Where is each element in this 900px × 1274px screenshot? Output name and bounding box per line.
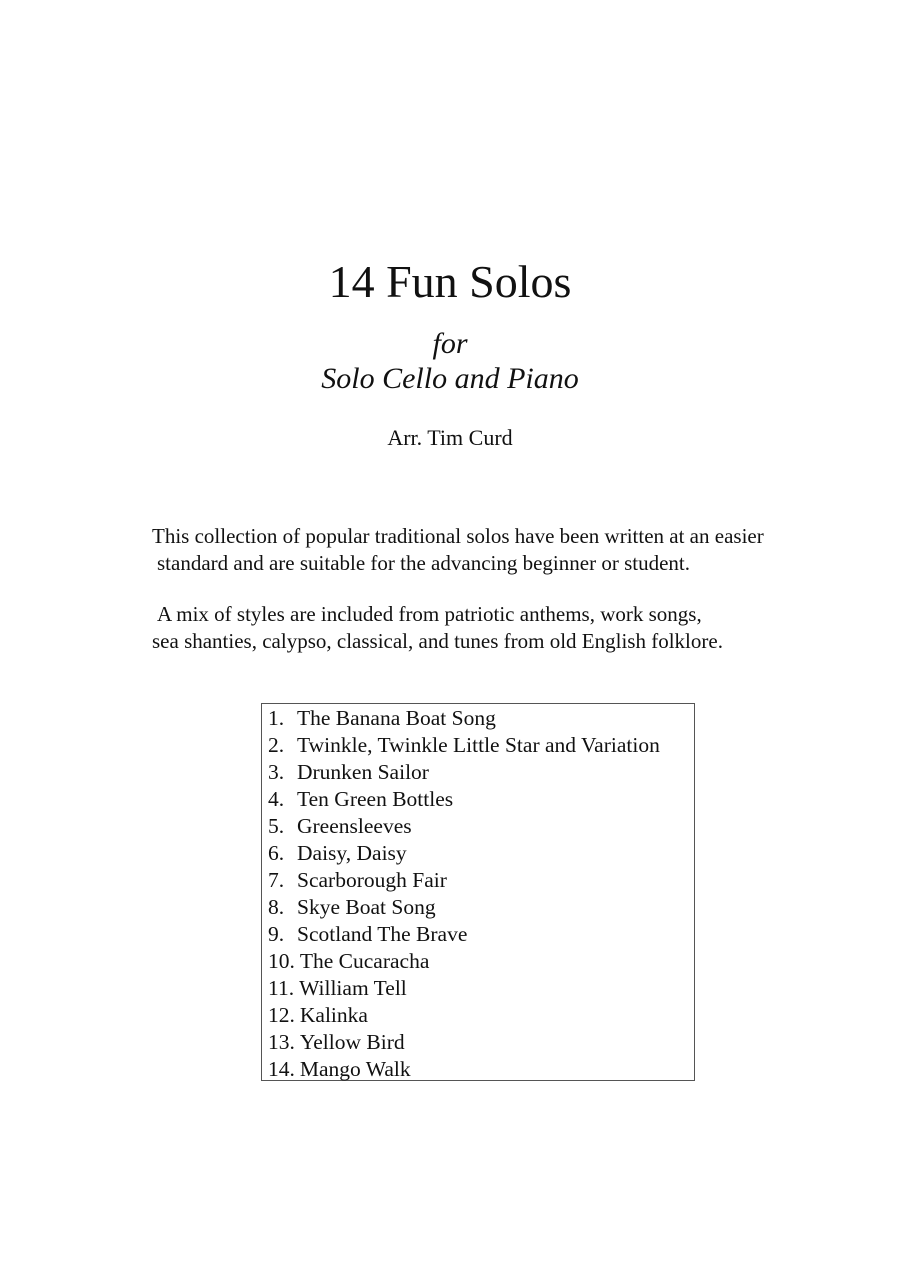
song-list-item xyxy=(268,975,694,1002)
song-title: Greensleeves xyxy=(297,814,412,838)
song-number: 11. xyxy=(268,976,295,1000)
song-title: Scarborough Fair xyxy=(297,868,447,892)
song-number: 1. xyxy=(268,706,285,730)
song-number: 8. xyxy=(268,895,285,919)
intro-paragraph-1-line: standard and are suitable for the advancing beginner or student. xyxy=(157,551,690,575)
song-list-item xyxy=(268,1002,694,1029)
song-title: Twinkle, Twinkle Little Star and Variation xyxy=(297,733,660,757)
song-number: 5. xyxy=(268,814,285,838)
song-list-item xyxy=(268,732,694,759)
intro-paragraph-2-line: A mix of styles are included from patriotic anthems, work songs, xyxy=(157,602,702,626)
song-list-item xyxy=(268,840,694,867)
instrumentation: Solo Cello and Piano xyxy=(321,362,579,395)
song-title: The Banana Boat Song xyxy=(297,706,496,730)
song-list-item xyxy=(268,1029,694,1056)
song-list-item xyxy=(268,705,694,732)
song-number: 12. xyxy=(268,1003,295,1027)
song-title: Daisy, Daisy xyxy=(297,841,407,865)
page-title: 14 Fun Solos xyxy=(328,256,572,307)
song-list-item xyxy=(268,867,694,894)
song-number: 2. xyxy=(268,733,285,757)
song-number: 9. xyxy=(268,922,285,946)
intro-paragraph-2 xyxy=(152,601,852,655)
song-list xyxy=(268,705,694,1083)
song-title: Drunken Sailor xyxy=(297,760,429,784)
song-number: 7. xyxy=(268,868,285,892)
intro-paragraph-1-line: This collection of popular traditional solos have been written at an easier xyxy=(152,524,764,548)
song-list-item xyxy=(268,786,694,813)
song-list-item xyxy=(268,1056,694,1083)
song-title: The Cucaracha xyxy=(299,949,430,973)
subtitle-for: for xyxy=(432,327,468,360)
song-number: 3. xyxy=(268,760,285,784)
song-title: Kalinka xyxy=(299,1003,368,1027)
song-title: Scotland The Brave xyxy=(297,922,468,946)
song-title: Yellow Bird xyxy=(299,1030,405,1054)
song-number: 6. xyxy=(268,841,285,865)
song-title: Skye Boat Song xyxy=(297,895,436,919)
intro-paragraph-2-line: sea shanties, calypso, classical, and tunes from old English folklore. xyxy=(152,629,723,653)
song-list-item xyxy=(268,948,694,975)
song-number: 10. xyxy=(268,949,295,973)
song-list-item xyxy=(268,759,694,786)
song-number: 4. xyxy=(268,787,285,811)
song-list-item xyxy=(268,921,694,948)
arranger-credit: Arr. Tim Curd xyxy=(387,425,513,450)
song-number: 13. xyxy=(268,1030,295,1054)
intro-paragraph-1 xyxy=(152,523,852,577)
song-list-item xyxy=(268,894,694,921)
song-title: Ten Green Bottles xyxy=(297,787,454,811)
song-title: William Tell xyxy=(299,976,407,1000)
song-number: 14. xyxy=(268,1057,295,1081)
song-title: Mango Walk xyxy=(299,1057,411,1081)
song-list-box xyxy=(261,703,695,1081)
song-list-item xyxy=(268,813,694,840)
